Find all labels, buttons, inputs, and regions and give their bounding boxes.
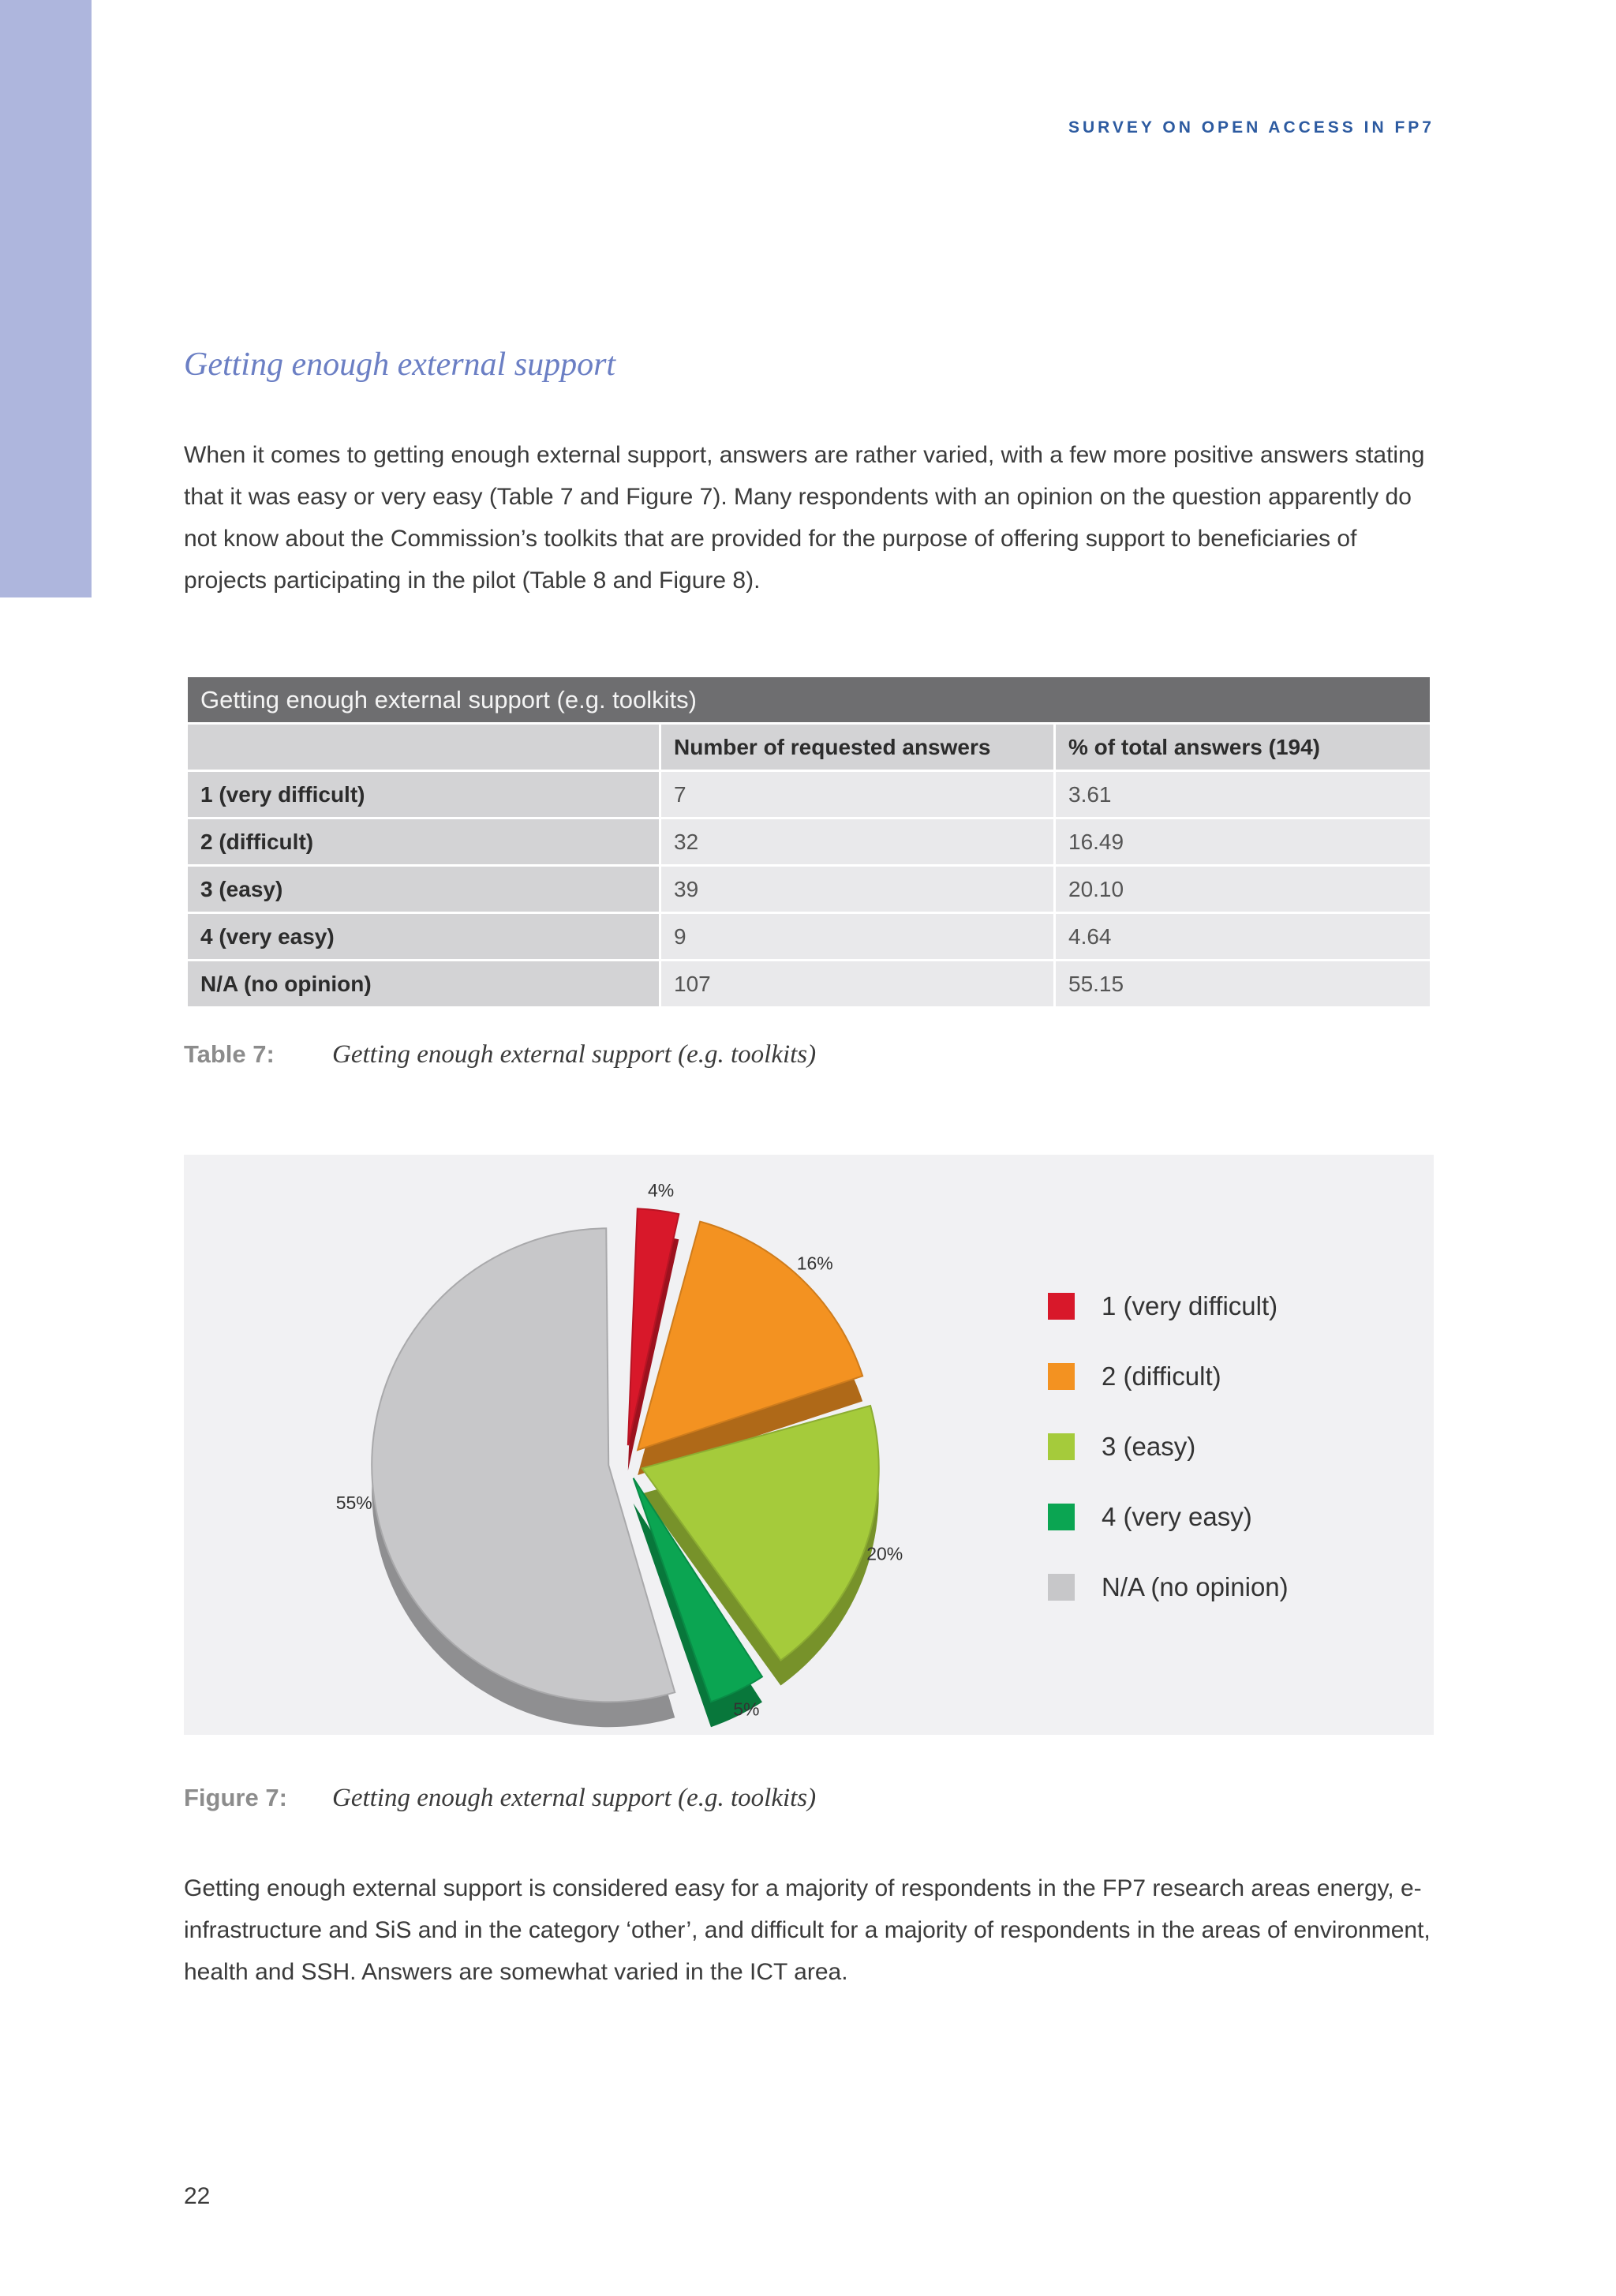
table-row bbox=[188, 914, 1430, 959]
table-row bbox=[188, 819, 1430, 864]
figure-caption-text: Getting enough external support (e.g. toolkits) bbox=[332, 1784, 817, 1812]
row-count: 32 bbox=[661, 819, 1053, 864]
table-row bbox=[188, 961, 1430, 1006]
pie-data-label: 16% bbox=[796, 1253, 833, 1274]
table-row bbox=[188, 772, 1430, 817]
pie-data-label: 4% bbox=[647, 1179, 675, 1200]
legend-label: N/A (no opinion) bbox=[1102, 1572, 1289, 1601]
support-table bbox=[185, 675, 1432, 1009]
pie-data-label: 5% bbox=[733, 1699, 760, 1720]
table-title: Getting enough external support (e.g. toolkits) bbox=[188, 677, 1430, 722]
legend-label: 2 (difficult) bbox=[1102, 1361, 1221, 1391]
row-count: 9 bbox=[661, 914, 1053, 959]
row-count: 39 bbox=[661, 867, 1053, 912]
row-count: 7 bbox=[661, 772, 1053, 817]
table-header-percent: % of total answers (194) bbox=[1056, 725, 1430, 770]
table-header-empty bbox=[188, 725, 659, 770]
row-percent: 3.61 bbox=[1056, 772, 1430, 817]
figure-caption-label: Figure 7: bbox=[184, 1784, 287, 1811]
legend-label: 3 (easy) bbox=[1102, 1432, 1196, 1461]
pie-data-label: 55% bbox=[335, 1492, 372, 1513]
table-header-count: Number of requested answers bbox=[661, 725, 1053, 770]
row-label: 4 (very easy) bbox=[188, 914, 659, 959]
figure-caption bbox=[184, 1784, 816, 1813]
pie-slice-5 bbox=[372, 1228, 675, 1702]
legend-swatch bbox=[1048, 1504, 1075, 1530]
legend-swatch bbox=[1048, 1433, 1075, 1460]
row-percent: 55.15 bbox=[1056, 961, 1430, 1006]
table-caption-text: Getting enough external support (e.g. toolkits) bbox=[332, 1040, 817, 1069]
row-label: N/A (no opinion) bbox=[188, 961, 659, 1006]
row-percent: 20.10 bbox=[1056, 867, 1430, 912]
pie-data-label: 20% bbox=[866, 1543, 903, 1564]
pie-chart bbox=[184, 1155, 1434, 1735]
closing-paragraph: Getting enough external support is considered easy for a majority of respondents in the FP7 research areas energy, e-infrastructure and SiS and in the category ‘other’, and difficult for a majority of respondents in the areas of environment, health and SSH. Answers are somewhat varied in the ICT area. bbox=[184, 1875, 1431, 1985]
chart-panel bbox=[184, 1155, 1434, 1735]
running-head: SURVEY ON OPEN ACCESS IN FP7 bbox=[1068, 118, 1435, 137]
page-number: 22 bbox=[184, 2183, 211, 2209]
row-label: 3 (easy) bbox=[188, 867, 659, 912]
row-percent: 16.49 bbox=[1056, 819, 1430, 864]
legend-label: 1 (very difficult) bbox=[1102, 1291, 1278, 1320]
row-label: 1 (very difficult) bbox=[188, 772, 659, 817]
legend-label: 4 (very easy) bbox=[1102, 1502, 1252, 1531]
legend-swatch bbox=[1048, 1293, 1075, 1320]
legend-swatch bbox=[1048, 1363, 1075, 1390]
section-title: Getting enough external support bbox=[184, 346, 616, 383]
table-row bbox=[188, 867, 1430, 912]
intro-paragraph: When it comes to getting enough external support, answers are rather varied, with a few more positive answers stating that it was easy or very easy (Table 7 and Figure 7). Many respondents with an opinion on the question apparently do not know about the Commission’s toolkits that are provided for the purpose of offering support to beneficiaries of projects participating in the pilot (Table 8 and Figure 8). bbox=[184, 442, 1425, 594]
row-percent: 4.64 bbox=[1056, 914, 1430, 959]
row-count: 107 bbox=[661, 961, 1053, 1006]
table-caption-label: Table 7: bbox=[184, 1040, 275, 1068]
row-label: 2 (difficult) bbox=[188, 819, 659, 864]
table-caption bbox=[184, 1040, 816, 1069]
legend-swatch bbox=[1048, 1574, 1075, 1601]
side-color-bar bbox=[0, 0, 92, 597]
